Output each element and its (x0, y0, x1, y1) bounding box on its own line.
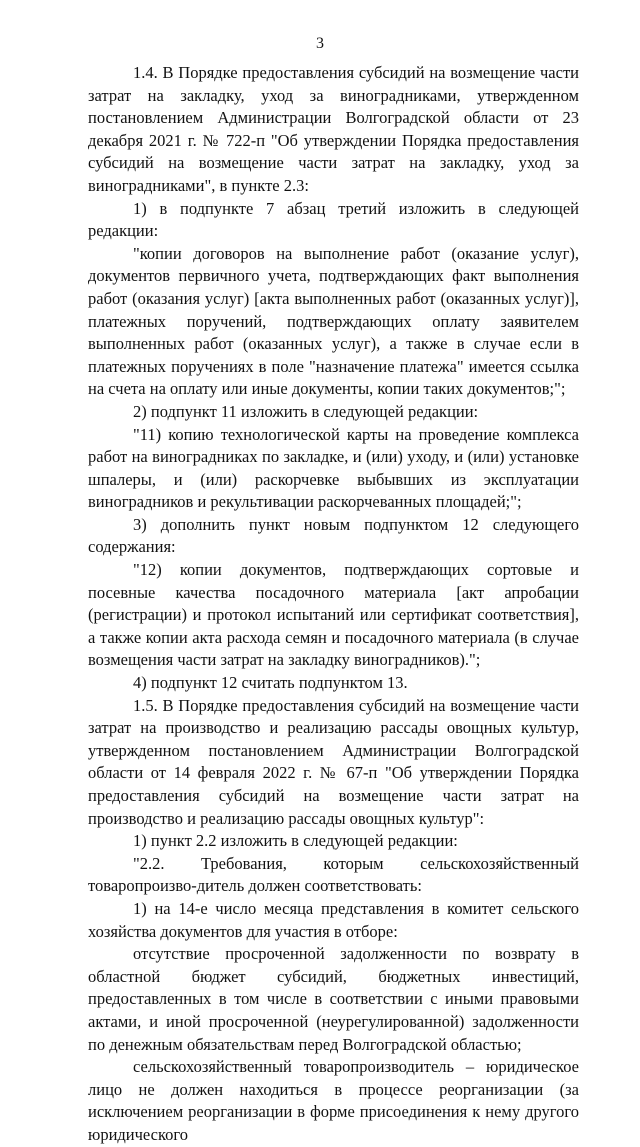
paragraph-subitem-2: 2) подпункт 11 изложить в следующей редакции: (133, 401, 479, 421)
paragraph-1-4-intro: 1.4. В Порядке предоставления субсидий на возмещение части затрат на закладку, уход за виноградниками, утвержденном постановлением Администрации Волгоградской области от 23 декабря 2021 г. № 722-п "Об утверждении Порядка предоставления субсидий на возмещение части затрат на закладку, уход за виноградниками", в пункте 2.3: (88, 63, 579, 195)
paragraph-no-reorganization: сельскохозяйственный товаропроизводитель – юридическое лицо не должен находиться в процессе реорганизации (за исключением реорганизации в форме присоединения к нему другого юридического (88, 1057, 579, 1144)
paragraph-1-5-intro: 1.5. В Порядке предоставления субсидий на возмещение части затрат на производство и реализацию рассады овощных культур, утвержденном постановлением Администрации Волгоградской области от 14 февраля 2022 г. № 67-п "Об утверждении Порядка предоставления субсидий на возмещение части затрат на производство и реализацию рассады овощных культур": (88, 695, 579, 828)
paragraph-quote-12: "12) копии документов, подтверждающих сортовые и посевные качества посадочного материала [акт апробации (регистрации) и протокол испытаний или сертификат соответствия], а также копии акта расхода семян и посадочного материала (в случае возмещения части затрат на закладку виноградников)."; (88, 560, 579, 670)
paragraph-subitem-1-2-2: 1) пункт 2.2 изложить в следующей редакции: (133, 831, 458, 851)
paragraph-subitem-1: 1) в подпункте 7 абзац третий изложить в следующей редакции: (88, 198, 579, 241)
page-number: 3 (316, 35, 324, 52)
paragraph-quote-2-2: "2.2. Требования, которым сельскохозяйственный товаропроизво-дитель должен соответствовать: (88, 853, 579, 896)
paragraph-subitem-3: 3) дополнить пункт новым подпунктом 12 следующего содержания: (88, 514, 579, 557)
paragraph-quote-copies: "копии договоров на выполнение работ (оказание услуг), документов первичного учета, подтверждающих факт выполнения работ (оказания услуг) [акта выполненных работ (оказанных услуг)], платежных поручений, подтверждающих оплату заявителем выполненных работ (оказанных услуг), а также в случае если в платежных поручениях в поле "назначение платежа" имеется ссылка на счета на оплату или иные документы, копии таких документов;"; (88, 243, 579, 399)
paragraph-subitem-4: 4) подпункт 12 считать подпунктом 13. (133, 673, 408, 693)
paragraph-quote-11: "11) копию технологической карты на проведение комплекса работ на виноградниках по закладке, и (или) уходу, и (или) установке шпалеры, и (или) раскорчевке выбывших из эксплуатации виноградников и рекультивации раскорчеванных площадей;"; (88, 424, 579, 512)
paragraph-no-debt: отсутствие просроченной задолженности по возврату в областной бюджет субсидий, бюджетных инвестиций, предоставленных в том числе в соответствии с иными правовыми актами, и иной просроченной (неурегулированной) задолженности по денежным обязательствам перед Волгоградской областью; (88, 944, 579, 1054)
paragraph-requirement-1: 1) на 14-е число месяца представления в комитет сельского хозяйства документов для участия в отборе: (88, 898, 579, 941)
document-body (88, 62, 579, 1147)
